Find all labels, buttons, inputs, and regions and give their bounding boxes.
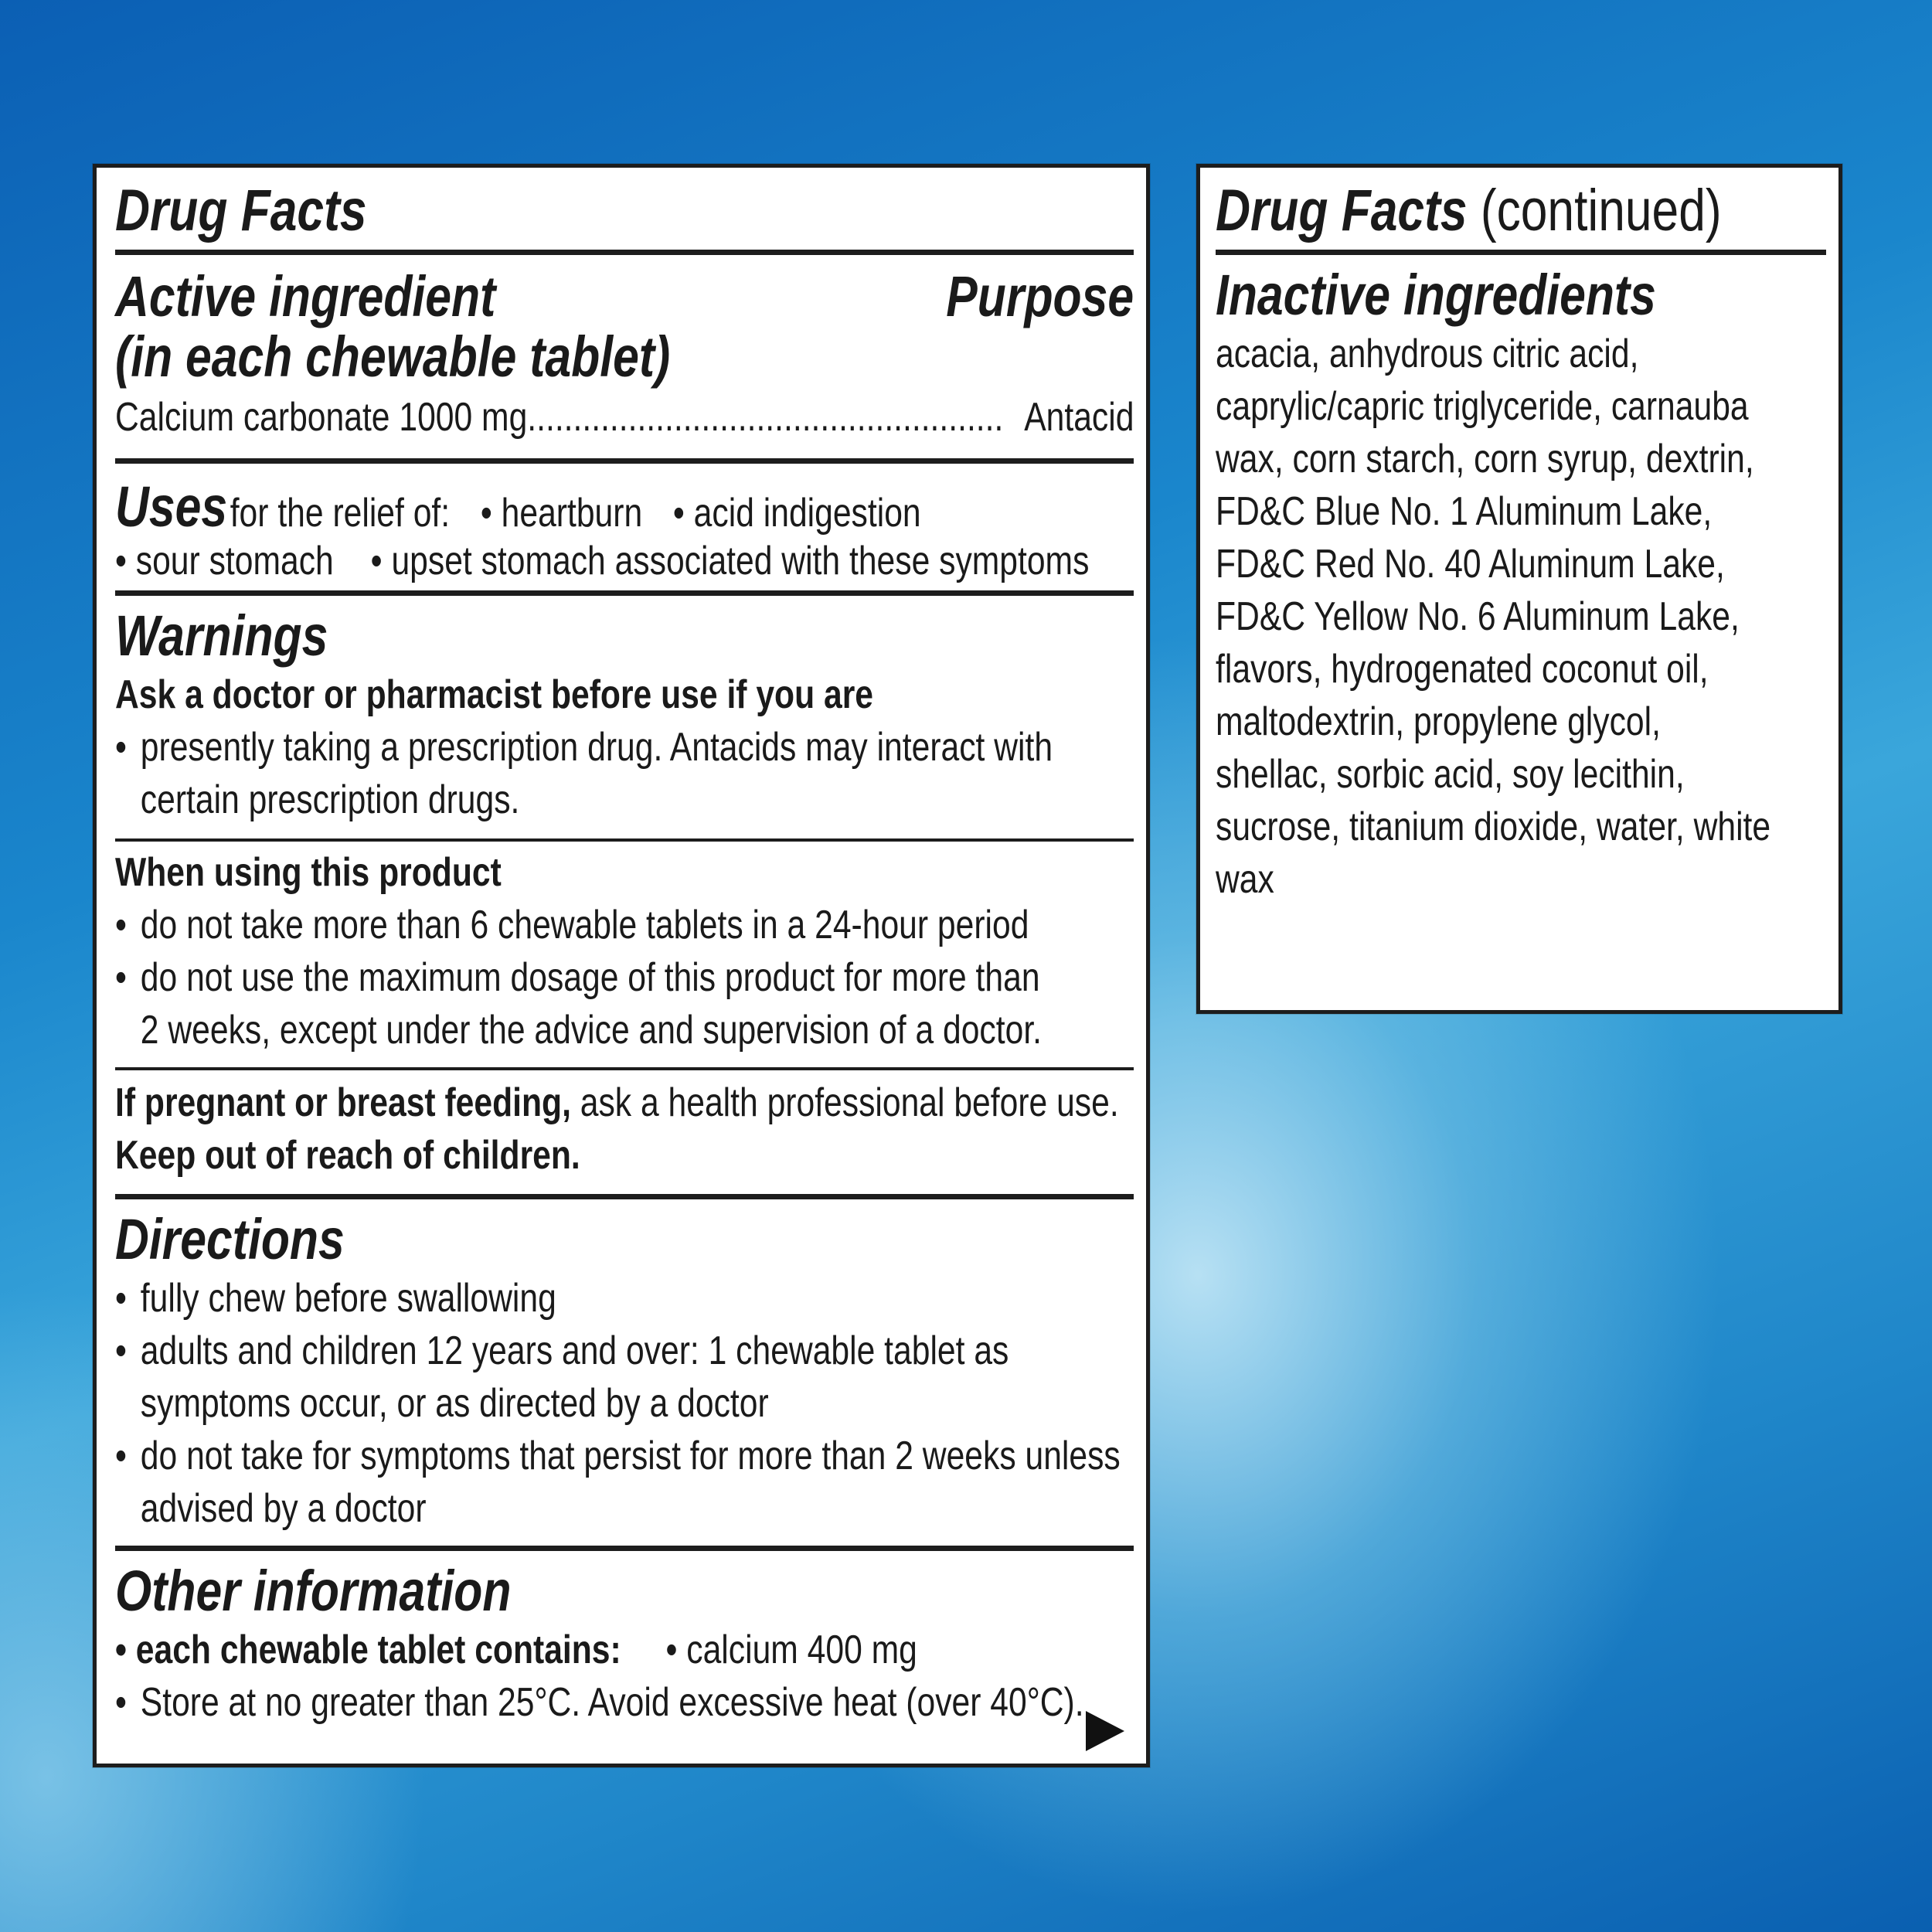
when-using-heading: When using this product <box>115 850 502 895</box>
inactive-line: shellac, sorbic acid, soy lecithin, <box>1216 752 1685 797</box>
contains-line: • each chewable tablet contains: • calcium 400 mg <box>115 1628 917 1672</box>
ingredient-purpose: Antacid <box>1020 391 1134 444</box>
keep-out-reach: Keep out of reach of children. <box>115 1133 580 1178</box>
direction-item: • adults and children 12 years and over: 1 chewable tablet as <box>115 1325 951 1377</box>
continued-title-main: Drug Facts <box>1216 178 1468 243</box>
warning-item: • presently taking a prescription drug. Antacids may interact with <box>115 721 951 774</box>
warning-item-cont: 2 weeks, except under the advice and supervision of a doctor. <box>140 1008 1043 1053</box>
continued-title-suffix: (continued) <box>1480 178 1722 243</box>
divider <box>115 838 1134 842</box>
direction-item-cont: advised by a doctor <box>140 1486 427 1531</box>
contains-label: each chewable tablet contains: <box>135 1628 621 1672</box>
drug-facts-continued-panel <box>1196 164 1842 1014</box>
directions-heading: Directions <box>115 1207 345 1271</box>
continue-arrow-icon <box>1086 1711 1124 1751</box>
uses-intro: for the relief of: <box>230 491 451 536</box>
divider <box>115 458 1134 464</box>
direction-item: • fully chew before swallowing <box>115 1272 951 1325</box>
divider <box>1216 250 1826 255</box>
ask-doctor-heading: Ask a doctor or pharmacist before use if you are <box>115 672 874 717</box>
inactive-ingredients-list <box>1216 328 1826 906</box>
inactive-line: maltodextrin, propylene glycol, <box>1216 699 1661 744</box>
active-ingredient-subheading: (in each chewable tablet) <box>115 325 671 389</box>
uses-item: upset stomach associated with these symptoms <box>391 539 1090 583</box>
storage-item: • Store at no greater than 25°C. Avoid excessive heat (over 40°C). <box>115 1676 951 1729</box>
pregnant-bold: If pregnant or breast feeding, <box>115 1080 571 1125</box>
contains-value: calcium 400 mg <box>686 1628 917 1672</box>
divider <box>115 1546 1134 1551</box>
inactive-line: caprylic/capric triglyceride, carnauba <box>1216 384 1749 429</box>
uses-item: acid indigestion <box>693 491 921 536</box>
divider <box>115 1067 1134 1070</box>
active-ingredient-heading: Active ingredient <box>115 264 496 328</box>
drug-facts-panel <box>93 164 1150 1767</box>
divider <box>115 250 1134 255</box>
inactive-line: FD&C Red No. 40 Aluminum Lake, <box>1216 542 1725 587</box>
divider <box>115 1194 1134 1199</box>
purpose-heading: Purpose <box>946 264 1134 328</box>
direction-item-cont: symptoms occur, or as directed by a doctor <box>140 1381 769 1426</box>
inactive-line: wax <box>1216 857 1274 902</box>
warning-item: • do not take more than 6 chewable tablets in a 24-hour period <box>115 899 951 951</box>
inactive-line: wax, corn starch, corn syrup, dextrin, <box>1216 437 1754 481</box>
other-information-section <box>115 1559 1134 1729</box>
continued-title <box>1216 175 1722 247</box>
uses-heading: Uses <box>115 474 228 539</box>
ingredient-line <box>115 391 1003 444</box>
uses-item: heartburn <box>501 491 643 536</box>
uses-section <box>115 464 1134 590</box>
pregnant-line <box>115 1077 1119 1129</box>
divider <box>115 590 1134 596</box>
inactive-line: FD&C Blue No. 1 Aluminum Lake, <box>1216 489 1713 534</box>
uses-line-1: Uses for the relief of: • heartburn • acid indigestion <box>115 474 921 539</box>
directions-section <box>115 1207 1134 1535</box>
drug-facts-title: Drug Facts <box>115 178 367 243</box>
inactive-line: sucrose, titanium dioxide, water, white <box>1216 804 1771 849</box>
direction-item: • do not take for symptoms that persist for more than 2 weeks unless <box>115 1430 951 1482</box>
uses-line-2: • sour stomach • upset stomach associated with these symptoms <box>115 539 1090 583</box>
warning-item-cont: certain prescription drugs. <box>140 777 520 822</box>
leader-dots: .................................................... <box>527 395 1004 440</box>
other-information-heading: Other information <box>115 1559 512 1623</box>
warnings-section <box>115 604 1134 1182</box>
pregnant-rest: ask a health professional before use. <box>580 1080 1119 1125</box>
warning-item: • do not use the maximum dosage of this product for more than <box>115 951 951 1004</box>
inactive-line: flavors, hydrogenated coconut oil, <box>1216 647 1709 692</box>
uses-item: sour stomach <box>135 539 334 583</box>
inactive-line: FD&C Yellow No. 6 Aluminum Lake, <box>1216 594 1740 639</box>
active-ingredient-section <box>115 255 1134 458</box>
inactive-ingredients-heading: Inactive ingredients <box>1216 263 1656 327</box>
warnings-heading: Warnings <box>115 604 328 668</box>
inactive-line: acacia, anhydrous citric acid, <box>1216 332 1639 376</box>
ingredient-name: Calcium carbonate 1000 mg <box>115 395 528 440</box>
